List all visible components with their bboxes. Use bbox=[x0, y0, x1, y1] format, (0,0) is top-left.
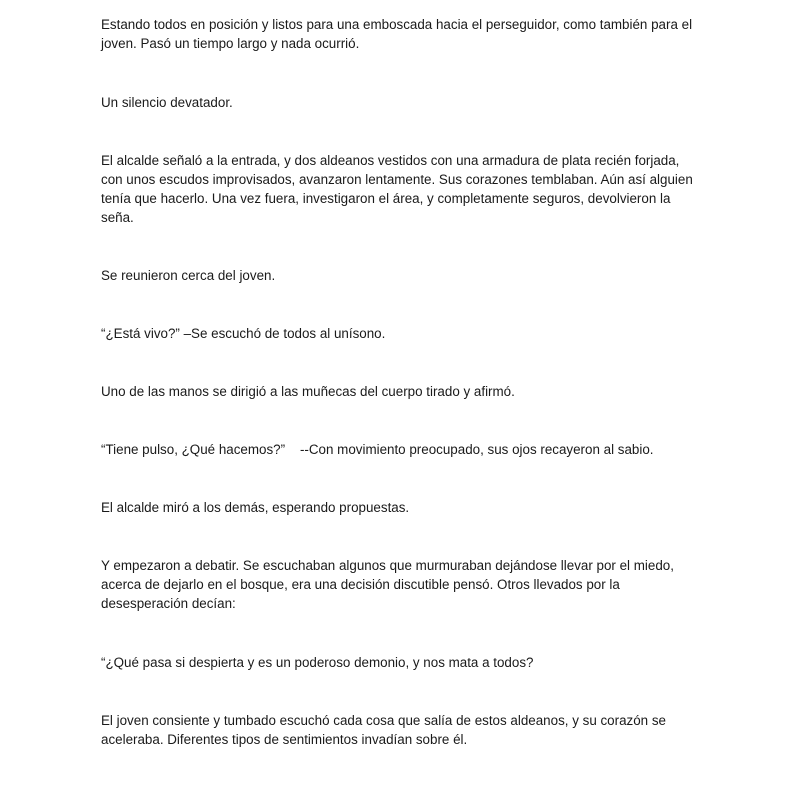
paragraph-line: tenía que hacerlo. Una vez fuera, investigaron el área, y completamente seguros, devolvieron la bbox=[101, 191, 671, 206]
paragraph-10 bbox=[101, 653, 691, 672]
paragraph-line: Uno de las manos se dirigió a las muñecas del cuerpo tirado y afirmó. bbox=[101, 384, 515, 399]
paragraph-11 bbox=[101, 711, 691, 749]
paragraph-9 bbox=[101, 556, 691, 613]
paragraph-line: “¿Qué pasa si despierta y es un poderoso demonio, y nos mata a todos? bbox=[101, 655, 534, 670]
paragraph-line: desesperación decían: bbox=[101, 596, 236, 611]
paragraph-7 bbox=[101, 440, 691, 459]
paragraph-3 bbox=[101, 151, 691, 227]
paragraph-line: joven. Pasó un tiempo largo y nada ocurrió. bbox=[101, 36, 360, 51]
paragraph-line: Se reunieron cerca del joven. bbox=[101, 268, 276, 283]
paragraph-4 bbox=[101, 266, 691, 285]
paragraph-line: “¿Está vivo?” –Se escuchó de todos al unísono. bbox=[101, 326, 386, 341]
paragraph-line: El alcalde miró a los demás, esperando propuestas. bbox=[101, 500, 410, 515]
paragraph-line: “Tiene pulso, ¿Qué hacemos?” --Con movimiento preocupado, sus ojos recayeron al sabio. bbox=[101, 442, 654, 457]
paragraph-6 bbox=[101, 382, 691, 401]
paragraph-8 bbox=[101, 498, 691, 517]
paragraph-line: seña. bbox=[101, 210, 134, 225]
paragraph-line: El alcalde señaló a la entrada, y dos aldeanos vestidos con una armadura de plata recién forjada, bbox=[101, 153, 680, 168]
paragraph-line: Y empezaron a debatir. Se escuchaban algunos que murmuraban dejándose llevar por el miedo, bbox=[101, 558, 674, 573]
paragraph-1 bbox=[101, 15, 691, 53]
paragraph-line: con unos escudos improvisados, avanzaron lentamente. Sus corazones temblaban. Aún así alguien bbox=[101, 172, 693, 187]
paragraph-line: Estando todos en posición y listos para una emboscada hacia el perseguidor, como también para el bbox=[101, 17, 693, 32]
paragraph-2 bbox=[101, 93, 691, 112]
paragraph-line: acerca de dejarlo en el bosque, era una decisión discutible pensó. Otros llevados por la bbox=[101, 577, 620, 592]
paragraph-line: aceleraba. Diferentes tipos de sentimientos invadían sobre él. bbox=[101, 732, 468, 747]
paragraph-5 bbox=[101, 324, 691, 343]
paragraph-line: Un silencio devatador. bbox=[101, 95, 233, 110]
paragraph-line: El joven consiente y tumbado escuchó cada cosa que salía de estos aldeanos, y su corazón se bbox=[101, 713, 666, 728]
